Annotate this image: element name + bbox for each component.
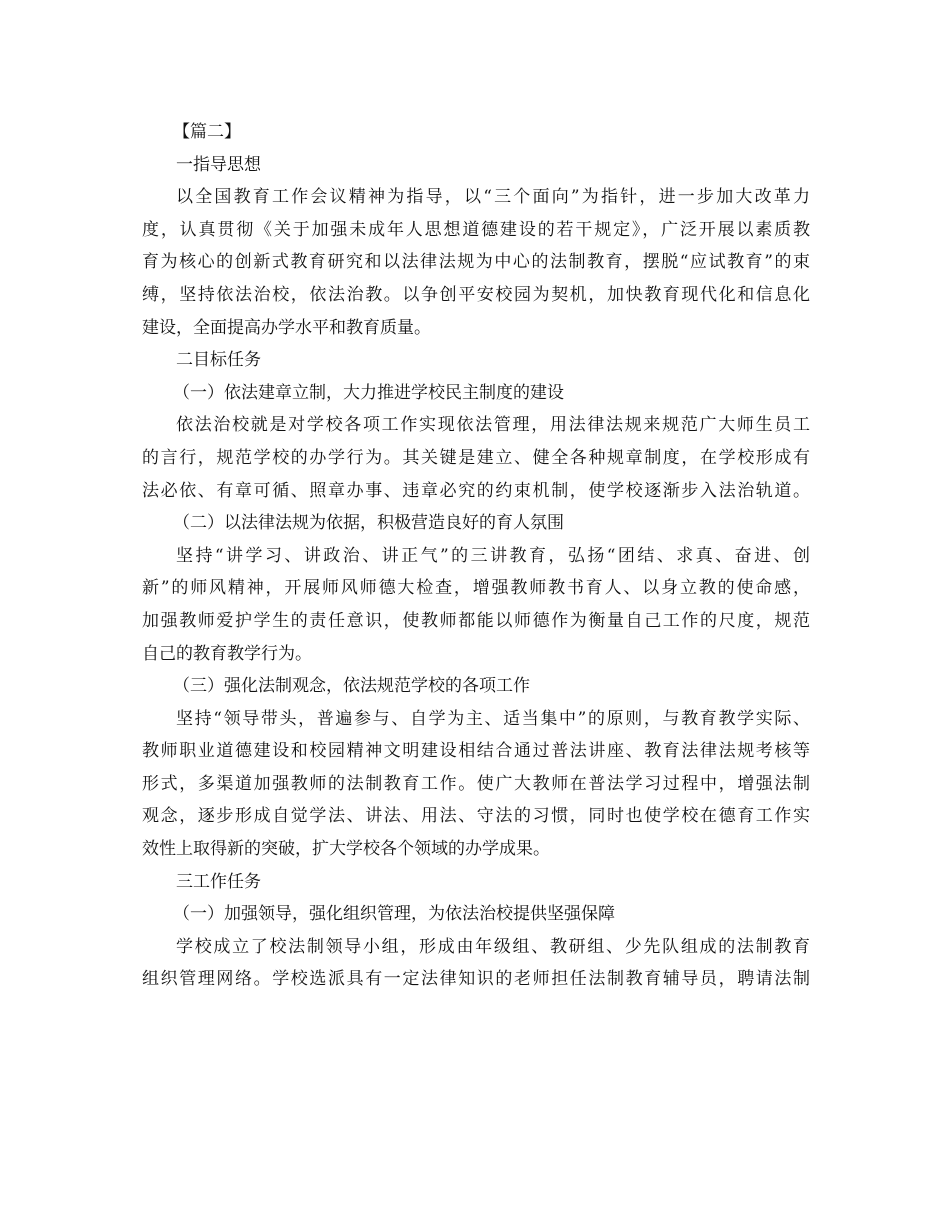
text-line: 【篇二】 [173, 122, 241, 142]
text-line: 依法治校就是对学校各项工作实现依法管理，用法律法规来规范广大师生员工 [176, 415, 810, 436]
text-line: 三工作任务 [176, 871, 261, 892]
text-line: 以全国教育工作会议精神为指导，以“三个面向”为指针，进一步加大改革力 [176, 187, 810, 208]
text-line: 学校成立了校法制领导小组，形成由年级组、教研组、少先队组成的法制教育 [176, 936, 810, 957]
text-line: （一）加强领导，强化组织管理，为依法治校提供坚强保障 [173, 904, 615, 925]
text-line: 建设，全面提高办学水平和教育质量。 [142, 317, 431, 338]
text-line: 观念，逐步形成自觉学法、讲法、用法、守法的习惯，同时也使学校在德育工作实 [142, 806, 810, 827]
text-line: 自己的教育教学行为。 [142, 643, 312, 664]
text-line: 坚持“领导带头，普遍参与、自学为主、适当集中”的原则，与教育教学实际、 [176, 708, 810, 729]
text-line: 缚，坚持依法治校，依法治教。以争创平安校园为契机，加快教育现代化和信息化 [142, 284, 810, 305]
text-line: 一指导思想 [176, 154, 261, 175]
text-line: 的言行，规范学校的办学行为。其关键是建立、健全各种规章制度，在学校形成有 [142, 447, 810, 468]
document-body [142, 116, 810, 996]
text-line: 法必依、有章可循、照章办事、违章必究的约束机制，使学校逐渐步入法治轨道。 [142, 480, 810, 501]
text-line: 育为核心的创新式教育研究和以法律法规为中心的法制教育，摆脱“应试教育”的束 [142, 252, 810, 273]
text-line: 加强教师爱护学生的责任意识，使教师都能以师德作为衡量自己工作的尺度，规范 [142, 610, 810, 631]
text-line: 坚持“讲学习、讲政治、讲正气”的三讲教育，弘扬“团结、求真、奋进、创 [176, 545, 810, 566]
text-line: 二目标任务 [176, 350, 261, 371]
text-line: 度，认真贯彻《关于加强未成年人思想道德建设的若干规定》，广泛开展以素质教 [142, 219, 810, 240]
text-line: （三）强化法制观念，依法规范学校的各项工作 [173, 676, 530, 697]
text-line: 效性上取得新的突破，扩大学校各个领域的办学成果。 [142, 839, 550, 860]
text-line: （一）依法建章立制，大力推进学校民主制度的建设 [173, 382, 564, 403]
text-line: 新”的师风精神，开展师风师德大检查，增强教师教书育人、以身立教的使命感， [142, 578, 810, 599]
text-line: 组织管理网络。学校选派具有一定法律知识的老师担任法制教育辅导员，聘请法制 [142, 969, 810, 990]
text-line: 形式，多渠道加强教师的法制教育工作。使广大教师在普法学习过程中，增强法制 [142, 773, 810, 794]
text-line: （二）以法律法规为依据，积极营造良好的育人氛围 [173, 513, 564, 534]
text-line: 教师职业道德建设和校园精神文明建设相结合通过普法讲座、教育法律法规考核等 [142, 741, 810, 762]
